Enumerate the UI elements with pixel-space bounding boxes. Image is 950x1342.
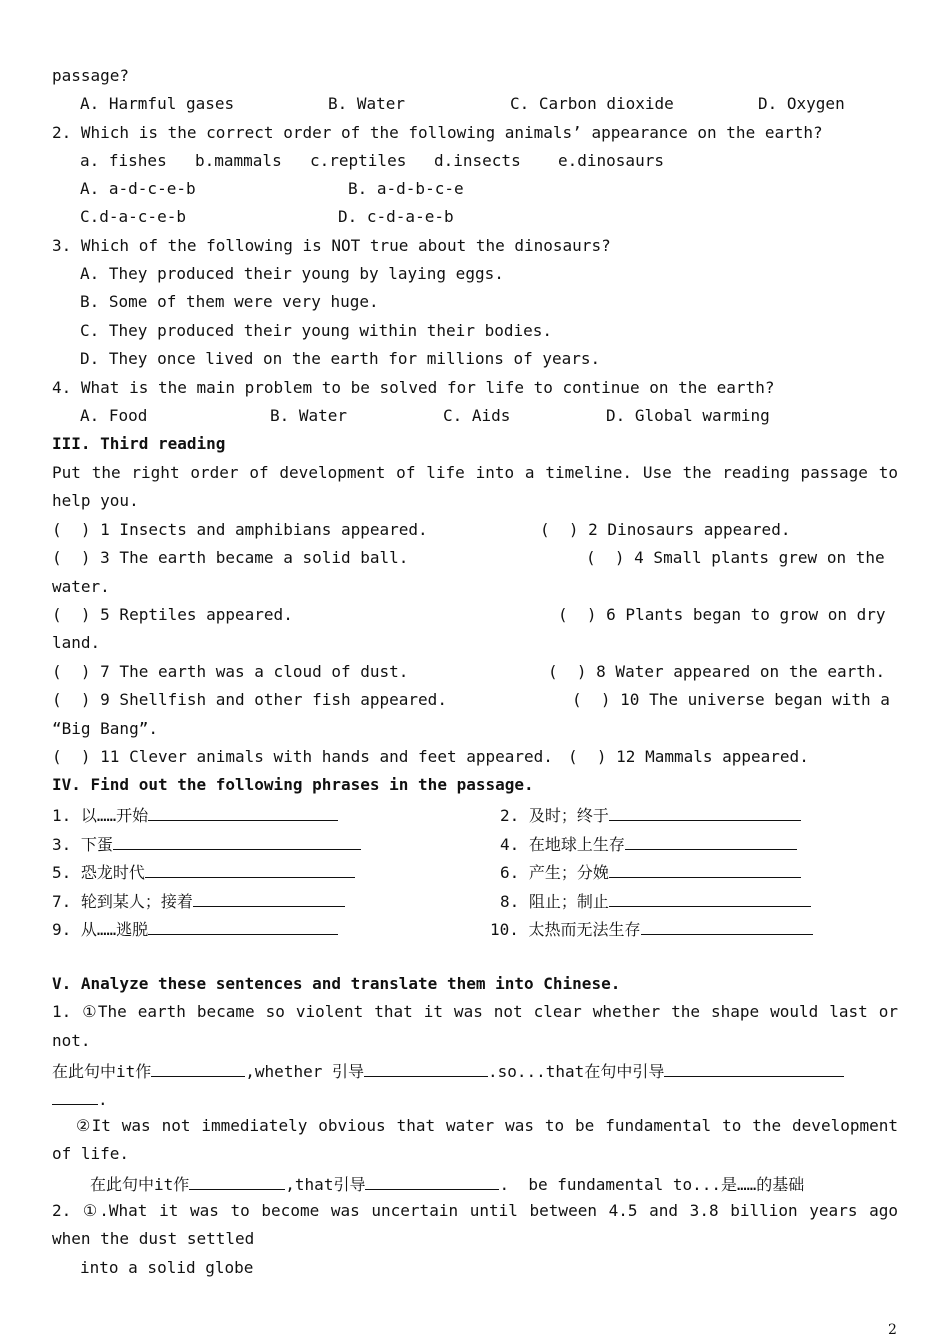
timeline-item-4: ( ) 4 Small plants grew on the	[586, 548, 885, 567]
timeline-item-10-cont: “Big Bang”.	[52, 719, 158, 738]
phrase-5: 5. 恐龙时代	[52, 863, 145, 882]
q2-stem: 2. Which is the correct order of the following animals’ appearance on the earth?	[52, 123, 823, 142]
timeline-item-3: ( ) 3 The earth became a solid ball.	[52, 548, 409, 567]
q4-option-c: C. Aids	[443, 406, 511, 425]
sentence-2-prompt-a: 在此句中it作	[90, 1175, 190, 1194]
sentence-2-line-1: ②It was not immediately obvious that water was to be fundamental to the development	[76, 1116, 898, 1135]
sentence-1-line-2: not.	[52, 1031, 91, 1050]
sentence-1-blank-3-cont[interactable]	[52, 1087, 98, 1105]
sentence-2-blank-1[interactable]	[189, 1172, 285, 1190]
sentence-3-line-1: 2. ①.What it was to become was uncertain until between 4.5 and 3.8 billion years ago	[52, 1201, 898, 1220]
sentence-1-end: .	[98, 1090, 108, 1109]
q1-stem-tail: passage?	[52, 66, 130, 85]
section4-heading: IV. Find out the following phrases in the passage.	[52, 775, 534, 794]
q4-option-b: B. Water	[270, 406, 348, 425]
phrase-6-blank[interactable]	[609, 860, 801, 878]
q4-option-a: A. Food	[80, 406, 148, 425]
phrase-8-blank[interactable]	[609, 889, 811, 907]
timeline-item-8: ( ) 8 Water appeared on the earth.	[548, 662, 886, 681]
q3-option-c: C. They produced their young within their bodies.	[80, 321, 553, 340]
phrase-3: 3. 下蛋	[52, 835, 113, 854]
sentence-1-blank-3[interactable]	[664, 1059, 844, 1077]
sentence-3-line-3: into a solid globe	[80, 1258, 254, 1277]
q4-stem: 4. What is the main problem to be solved for life to continue on the earth?	[52, 378, 775, 397]
timeline-item-5: ( ) 5 Reptiles appeared.	[52, 605, 293, 624]
q2-option-b: B. a-d-b-c-e	[348, 179, 464, 198]
sentence-3-line-2: when the dust settled	[52, 1229, 255, 1248]
phrase-2-blank[interactable]	[609, 803, 801, 821]
phrase-2: 2. 及时；终于	[500, 806, 609, 825]
phrase-3-blank[interactable]	[113, 832, 361, 850]
sentence-1-line-1: 1. ①The earth became so violent that it was not clear whether the shape would last or	[52, 1002, 898, 1021]
q1-option-c: C. Carbon dioxide	[510, 94, 674, 113]
phrase-5-blank[interactable]	[145, 860, 355, 878]
phrase-9-blank[interactable]	[148, 917, 338, 935]
timeline-item-12: ( ) 12 Mammals appeared.	[568, 747, 809, 766]
timeline-item-1: ( ) 1 Insects and amphibians appeared.	[52, 520, 428, 539]
q3-option-d: D. They once lived on the earth for millions of years.	[80, 349, 601, 368]
q2-item-a: a. fishes	[80, 151, 167, 170]
q1-option-d: D. Oxygen	[758, 94, 845, 113]
phrase-10: 10. 太热而无法生存	[490, 920, 641, 939]
phrase-1: 1. 以……开始	[52, 806, 149, 825]
phrase-10-blank[interactable]	[641, 917, 813, 935]
phrase-9: 9. 从……逃脱	[52, 920, 149, 939]
q2-item-d: d.insects	[434, 151, 521, 170]
section3-instructions-cont: help you.	[52, 491, 139, 510]
section5-heading: V. Analyze these sentences and translate them into Chinese.	[52, 974, 621, 993]
q2-option-a: A. a-d-c-e-b	[80, 179, 196, 198]
section3-heading: III. Third reading	[52, 434, 226, 453]
timeline-item-2: ( ) 2 Dinosaurs appeared.	[540, 520, 791, 539]
sentence-1-blank-1[interactable]	[151, 1059, 245, 1077]
phrase-7-blank[interactable]	[193, 889, 345, 907]
q1-option-b: B. Water	[328, 94, 406, 113]
q3-option-a: A. They produced their young by laying eggs.	[80, 264, 504, 283]
sentence-2-prompt-c: . be fundamental to...是……的基础	[499, 1175, 805, 1194]
q1-option-a: A. Harmful gases	[80, 94, 235, 113]
timeline-item-9: ( ) 9 Shellfish and other fish appeared.	[52, 690, 447, 709]
sentence-2-line-2: of life.	[52, 1144, 130, 1163]
q2-option-c: C.d-a-c-e-b	[80, 207, 186, 226]
q3-stem: 3. Which of the following is NOT true about the dinosaurs?	[52, 236, 611, 255]
page-number: 2	[888, 1322, 897, 1338]
phrase-1-blank[interactable]	[148, 803, 338, 821]
timeline-item-7: ( ) 7 The earth was a cloud of dust.	[52, 662, 409, 681]
q3-option-b: B. Some of them were very huge.	[80, 292, 379, 311]
timeline-item-10: ( ) 10 The universe began with a	[572, 690, 890, 709]
q2-option-d: D. c-d-a-e-b	[338, 207, 454, 226]
q2-item-c: c.reptiles	[310, 151, 407, 170]
phrase-8: 8. 阻止；制止	[500, 892, 609, 911]
timeline-item-11: ( ) 11 Clever animals with hands and feet appeared.	[52, 747, 553, 766]
timeline-item-6-cont: land.	[52, 633, 101, 652]
sentence-1-blank-2[interactable]	[364, 1059, 488, 1077]
sentence-1-prompt-b: ,whether 引导	[245, 1062, 364, 1081]
timeline-item-6: ( ) 6 Plants began to grow on dry	[558, 605, 886, 624]
phrase-4: 4. 在地球上生存	[500, 835, 625, 854]
q2-item-b: b.mammals	[195, 151, 282, 170]
section3-instructions: Put the right order of development of life into a timeline. Use the reading passage to	[52, 463, 898, 482]
phrase-6: 6. 产生；分娩	[500, 863, 609, 882]
sentence-2-prompt-b: ,that引导	[285, 1175, 366, 1194]
timeline-item-4-cont: water.	[52, 577, 110, 596]
sentence-1-prompt-c: .so...that在句中引导	[487, 1062, 665, 1081]
q4-option-d: D. Global warming	[606, 406, 770, 425]
q2-item-e: e.dinosaurs	[558, 151, 664, 170]
phrase-7: 7. 轮到某人；接着	[52, 892, 193, 911]
sentence-2-blank-2[interactable]	[365, 1172, 499, 1190]
sentence-1-prompt-a: 在此句中it作	[52, 1062, 152, 1081]
phrase-4-blank[interactable]	[625, 832, 797, 850]
